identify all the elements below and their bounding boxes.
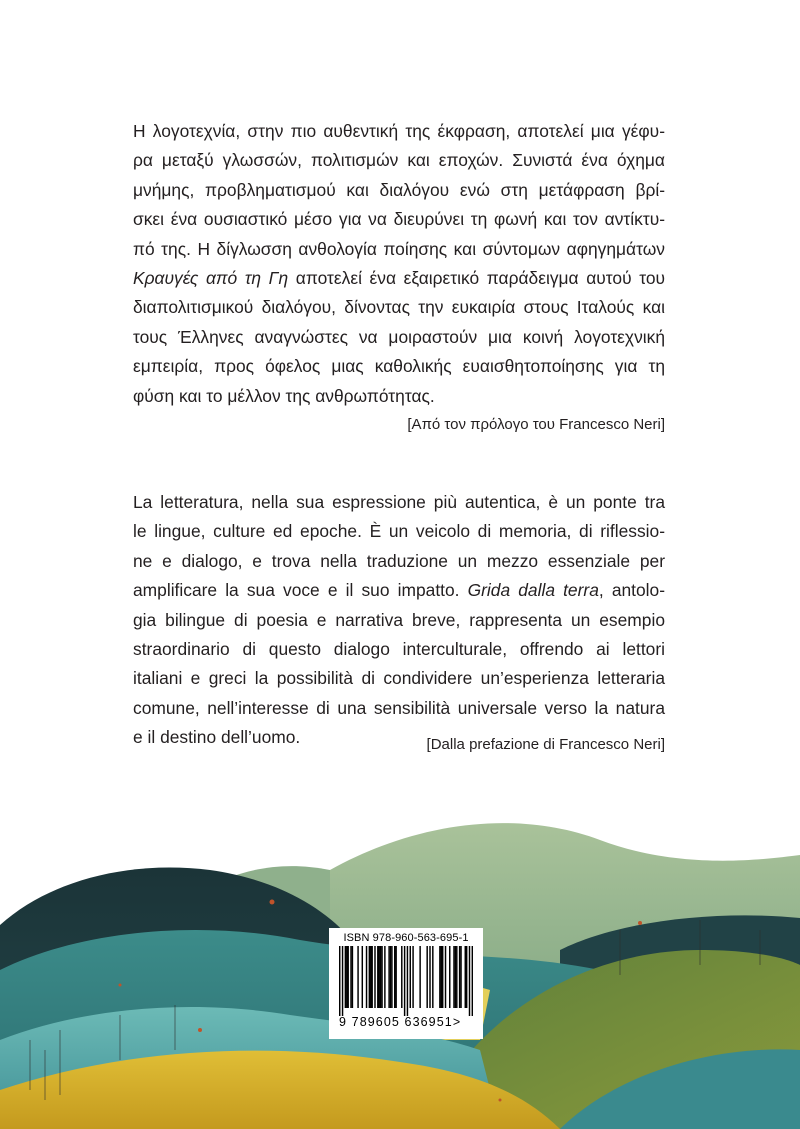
barcode-tail-mark: >: [452, 1015, 462, 1029]
barcode-bar: [380, 946, 381, 1008]
blurb-line: gia bilingue di poesia e narrativa breve, rappresenta un esempio: [133, 609, 665, 630]
blurb-line: comune, nell’interesse di una sensibilità universale verso la natura: [133, 697, 665, 718]
barcode-digits: [339, 1015, 473, 1029]
barcode-bar: [466, 946, 467, 1008]
italian-attribution: [Dalla prefazione di Francesco Neri]: [426, 736, 665, 753]
barcode-bar: [445, 946, 446, 1008]
blurb-line: straordinario di questo dialogo interculturale, offrendo ai lettori: [133, 639, 665, 660]
barcode-bar: [342, 946, 343, 1016]
barcode-bar: [460, 946, 461, 1008]
blurb-line: ρα μεταξύ γλωσσών, πολιτισμών και εποχών. Συνιστά ένα όχημα: [133, 150, 665, 171]
barcode-bar: [410, 946, 411, 1008]
barcode-bar: [449, 946, 450, 1008]
barcode-bar: [390, 946, 391, 1008]
barcode-bar: [357, 946, 358, 1008]
barcode-bar: [388, 946, 389, 1008]
blurb-line: italiani e greci la possibilità di condividere un’esperienza letteraria: [133, 668, 665, 689]
barcode-bars: [339, 946, 473, 1016]
barcode-bar: [395, 946, 396, 1008]
book-title-italian: Grida dalla terra: [467, 580, 599, 601]
barcode-lead-digit: 9: [339, 1015, 348, 1029]
barcode-bar: [350, 946, 351, 1008]
blurb-line-with-title: [133, 576, 665, 605]
blurb-line-with-title: [133, 264, 665, 293]
barcode-bar: [370, 946, 371, 1008]
barcode-bar: [472, 946, 473, 1016]
blurb-line: ne e dialogo, e trova nella traduzione un mezzo essenziale per: [133, 550, 665, 571]
barcode-bar: [469, 946, 470, 1016]
barcode-bar: [377, 946, 378, 1008]
barcode-bar: [345, 946, 346, 1008]
barcode-bar: [432, 946, 433, 1008]
barcode-bar: [346, 946, 347, 1008]
greek-attribution: [Από τον πρόλογο του Francesco Neri]: [407, 416, 665, 433]
barcode-left-digits: 789605: [351, 1015, 400, 1029]
blurb-line-fragment: amplificare la sua voce e il suo impatto.: [133, 580, 460, 601]
barcode-bar: [429, 946, 430, 1008]
blurb-line-fragment: αποτελεί ένα εξαιρετικό παράδειγμα αυτού του: [295, 268, 665, 289]
barcode-bar: [362, 946, 363, 1008]
barcode-bar: [369, 946, 370, 1008]
barcode-bar: [404, 946, 405, 1016]
barcode-bar: [441, 946, 442, 1008]
barcode-bar: [453, 946, 454, 1008]
barcode-bar: [412, 946, 413, 1008]
blurb-line: le lingue, culture ed epoche. È un veicolo di memoria, di riflessio-: [133, 521, 665, 542]
barcode-right-digits: 636951: [404, 1015, 453, 1029]
barcode-bar: [401, 946, 402, 1008]
blurb-line: σκει ένα ουσιαστικό μέσο για να διευρύνει τη φωνή και τον αντίκτυ-: [133, 209, 665, 230]
barcode-bar: [371, 946, 372, 1008]
barcode-bar: [378, 946, 379, 1008]
blurb-line: μνήμης, προβληματισμού και διαλόγου ενώ στη μετάφραση βρί-: [133, 179, 665, 200]
barcode-bar: [366, 946, 367, 1008]
blurb-line-fragment: , antolo-: [598, 580, 665, 601]
barcode-bar: [347, 946, 348, 1008]
barcode-bar: [384, 946, 385, 1008]
barcode-bar: [339, 946, 340, 1016]
barcode-bar: [459, 946, 460, 1008]
italian-blurb: [133, 488, 665, 753]
barcode-bar: [352, 946, 353, 1008]
barcode-bar: [442, 946, 443, 1008]
blurb-line: τους Έλληνες αναγνώστες να μοιραστούν μια κοινή λογοτεχνική: [133, 326, 665, 347]
barcode-bar: [391, 946, 392, 1008]
barcode-bar: [394, 946, 395, 1008]
barcode: [329, 928, 483, 1039]
barcode-bar: [381, 946, 382, 1008]
barcode-bar: [426, 946, 427, 1008]
barcode-bar: [465, 946, 466, 1008]
barcode-bar: [439, 946, 440, 1008]
greek-blurb: [133, 117, 665, 411]
blurb-line: Η λογοτεχνία, στην πιο αυθεντική της έκφραση, αποτελεί μια γέφυ-: [133, 121, 665, 141]
barcode-bar: [374, 946, 375, 1008]
blurb-line: φύση και το μέλλον της ανθρωπότητας.: [133, 385, 435, 406]
blurb-line: La letteratura, nella sua espressione più autentica, è un ponte tra: [133, 492, 665, 512]
blurb-line: εμπειρία, προς όφελος μιας καθολικής ευαισθητοποίησης για τη: [133, 356, 665, 377]
barcode-bar: [407, 946, 408, 1016]
barcode-bar: [455, 946, 456, 1008]
blurb-line: πό της. Η δίγλωσση ανθολογία ποίησης και σύντομων αφηγημάτων: [133, 238, 665, 259]
barcode-bar: [419, 946, 420, 1008]
blurb-line: διαπολιτισμικού διαλόγου, δίνοντας την ευκαιρία στους Ιταλούς και: [133, 297, 665, 318]
book-title-greek: Κραυγές από τη Γη: [133, 268, 289, 289]
blurb-line: e il destino dell’uomo.: [133, 727, 301, 748]
isbn-label: ISBN 978-960-563-695-1: [343, 932, 469, 944]
barcode-bar: [456, 946, 457, 1008]
